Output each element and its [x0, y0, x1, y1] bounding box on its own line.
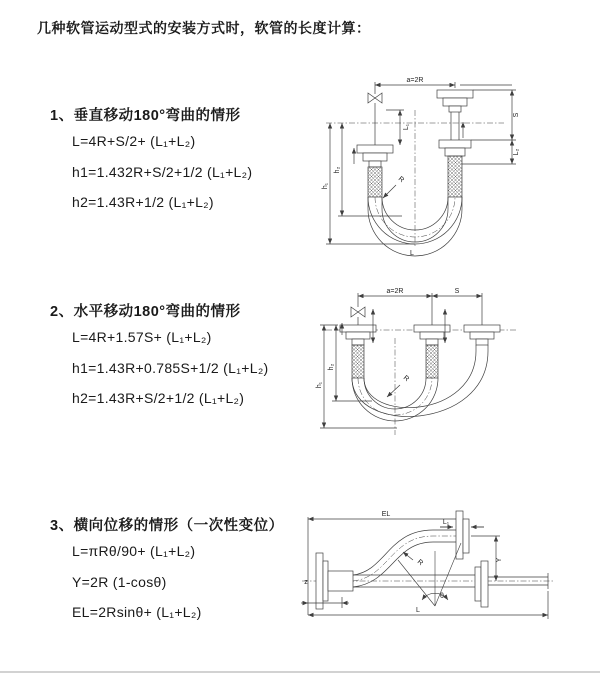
dim-label-el: EL [381, 511, 391, 518]
section-3-heading: 3、横向位移的情形（一次性变位） [50, 518, 284, 534]
valve-icon [351, 307, 365, 325]
radius-leader [383, 185, 396, 198]
braided-hose-section [352, 345, 364, 378]
dim-label-h2: h₂ [334, 166, 341, 174]
right-pipe [451, 112, 459, 140]
diagram-vertical-bend [312, 68, 582, 258]
centerline-z-mark: z [304, 579, 308, 586]
dim-label-span: a=2R [406, 77, 424, 84]
dim-label-h1: h₁ [316, 381, 323, 389]
dimension-length [308, 591, 548, 619]
dim-label-span: a=2R [386, 288, 404, 295]
section-2-formulas [72, 322, 269, 414]
dimension-el [308, 517, 462, 615]
right-flange [464, 325, 500, 345]
hose-u-bend-position2 [352, 351, 488, 417]
formula-line: h1=1.43R+0.785S+1/2 (L₁+L₂) [72, 359, 269, 376]
formula-line: h1=1.432R+S/2+1/2 (L₁+L₂) [72, 163, 253, 180]
lower-right-flange [475, 561, 488, 607]
section-1-heading: 1、垂直移动180°弯曲的情形 [50, 108, 241, 124]
right-flange-upper [437, 90, 473, 112]
dim-label-h2: h₂ [328, 363, 335, 371]
dimension-l1 [386, 110, 404, 145]
left-flange [357, 145, 393, 167]
radius-leader [387, 385, 400, 397]
valve-icon [368, 93, 382, 145]
construction-lines [398, 543, 461, 606]
dim-label-l1: L₁ [442, 519, 450, 526]
dim-label-s: S [513, 112, 520, 118]
radius-leader [403, 552, 413, 560]
diagram-horizontal-bend [312, 283, 582, 458]
section-1-formulas [72, 126, 252, 218]
braided-hose-section [368, 167, 382, 197]
dim-label-l2: L₂ [513, 148, 520, 156]
upper-right-flange [456, 511, 469, 559]
left-flange [340, 325, 376, 345]
section-3-formulas [72, 536, 202, 628]
section-2-heading: 2、水平移动180°弯曲的情形 [50, 304, 241, 320]
formula-line: h2=1.43R+1/2 (L₁+L₂) [72, 194, 214, 210]
hose-s-curve [353, 530, 456, 587]
formula-line: EL=2Rsinθ+ (L₁+L₂) [72, 604, 202, 620]
braided-hose-section [426, 345, 438, 378]
braided-hose-section [448, 156, 462, 197]
dim-label-length: L [416, 607, 420, 614]
dim-label-s: S [454, 288, 460, 295]
page-title: 几种软管运动型式的安装方式时，软管的长度计算： [37, 20, 371, 36]
left-flange [316, 553, 353, 609]
middle-flange [414, 325, 450, 345]
dim-label-y: Y [496, 557, 503, 563]
formula-line: h2=1.43R+S/2+1/2 (L₁+L₂) [72, 390, 245, 406]
right-pipe [476, 345, 488, 351]
diagram-lateral-displacement [298, 503, 590, 635]
right-flange-lower [439, 140, 471, 156]
formula-line: L=4R+S/2+ (L₁+L₂) [72, 133, 196, 149]
centerlines [326, 110, 504, 248]
dimension-s [471, 90, 516, 140]
dim-label-radius: R [415, 558, 425, 568]
dim-label-length: L [410, 250, 414, 257]
page-bottom-edge [0, 671, 600, 673]
dimension-span [358, 293, 482, 325]
dim-label-l1: L₁ [403, 123, 410, 131]
formula-line: L=πRθ/90+ (L₁+L₂) [72, 543, 196, 559]
formula-line: L=4R+1.57S+ (L₁+L₂) [72, 329, 212, 345]
dim-label-radius: R [396, 175, 406, 185]
angle-theta-label: θ [440, 593, 444, 600]
dim-label-radius: R [401, 374, 411, 384]
formula-line: Y=2R (1-cosθ) [72, 573, 167, 590]
dim-label-h1: h₁ [322, 182, 329, 190]
